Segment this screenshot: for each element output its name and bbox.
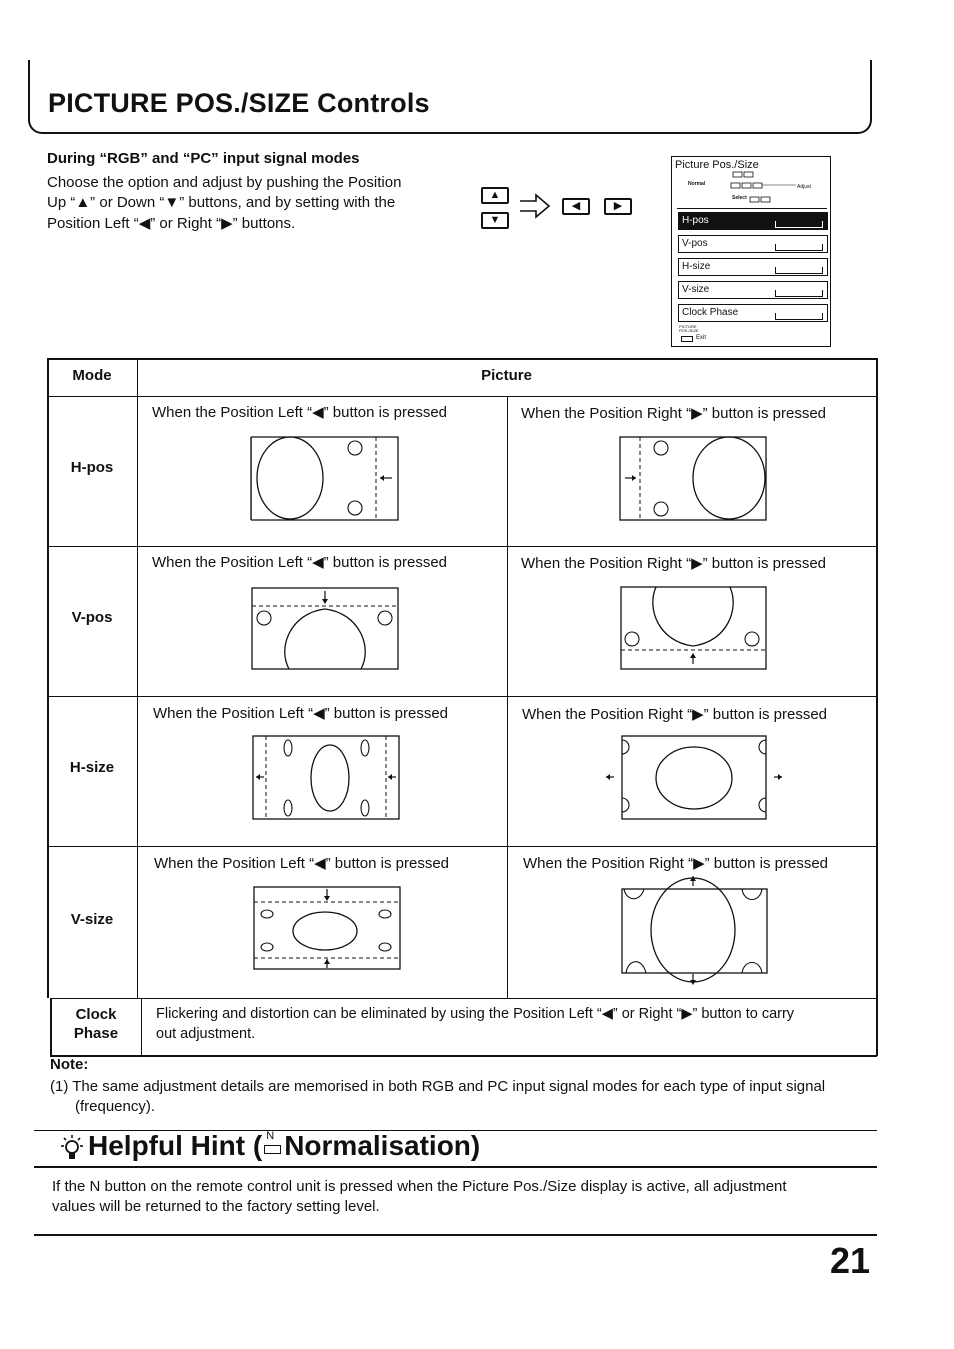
h-size-right-diagram	[604, 735, 784, 821]
menu-item-clock-phase[interactable]	[678, 304, 828, 322]
caption-right: When the Position Right “▶” button is pressed	[521, 555, 827, 572]
divider	[34, 1166, 877, 1168]
left-arrow-button-icon: ◀	[562, 198, 590, 215]
caption-left: When the Position Left “◀” button is pressed	[154, 855, 450, 872]
menu-button-icons	[730, 171, 800, 207]
mode-v-size: V-size	[70, 911, 114, 928]
caption-right: When the Position Right “▶” button is pressed	[523, 855, 829, 872]
menu-normal-label: Normal	[688, 181, 706, 187]
hint-text: values will be returned to the factory setting level.	[52, 1198, 380, 1215]
caption-left: When the Position Left “◀” button is pressed	[152, 554, 448, 571]
menu-item-v-pos[interactable]	[678, 235, 828, 253]
mode-v-pos: V-pos	[71, 609, 113, 626]
n-key-label: N	[266, 1130, 275, 1142]
mode-header: Mode	[72, 367, 112, 384]
footer-divider	[34, 1234, 877, 1236]
menu-item-label: H-pos	[682, 215, 709, 226]
intro-line: Position Left “◀” or Right “▶” buttons.	[47, 215, 296, 232]
h-pos-right-diagram	[619, 436, 769, 522]
caption-left: When the Position Left “◀” button is pressed	[152, 404, 448, 421]
hint-text: If the N button on the remote control unit is pressed when the Picture Pos./Size display is active, all adjustment	[52, 1178, 787, 1195]
note-text: (frequency).	[75, 1098, 156, 1115]
adjust-bar	[775, 313, 823, 320]
n-button-icon	[262, 1130, 284, 1157]
hint-title-start: Helpful Hint (	[88, 1130, 263, 1161]
right-arrow-icon	[518, 192, 552, 220]
menu-divider	[677, 208, 827, 209]
intro-line: Up “▲” or Down “▼” buttons, and by setting with the	[47, 194, 396, 211]
menu-item-h-size[interactable]	[678, 258, 828, 276]
right-arrow-button-icon: ▶	[604, 198, 632, 215]
hint-title-end: Normalisation)	[284, 1130, 481, 1161]
mode-phase: Phase	[73, 1025, 119, 1042]
menu-item-label: Clock Phase	[682, 307, 739, 318]
adjust-bar	[775, 244, 823, 251]
menu-item-h-pos[interactable]	[678, 212, 828, 230]
note-label: Note:	[50, 1056, 89, 1073]
clock-phase-text: Flickering and distortion can be eliminated by using the Position Left “◀” or Right “▶” button to carry	[156, 1006, 795, 1022]
page-number: 21	[830, 1240, 871, 1281]
intro-line: Choose the option and adjust by pushing the Position	[47, 174, 402, 191]
menu-exit-label: Exit	[696, 335, 707, 341]
note-text: (1) The same adjustment details are memorised in both RGB and PC input signal modes for each type of input signal	[50, 1078, 826, 1095]
menu-title: Picture Pos./Size	[675, 159, 759, 171]
menu-item-label: V-pos	[682, 238, 708, 249]
adjust-bar	[775, 221, 823, 228]
hint-title	[88, 1130, 480, 1162]
menu-adjust-label: Adjust	[797, 184, 811, 190]
v-size-left-diagram	[253, 886, 403, 972]
exit-button-icon	[681, 336, 693, 342]
page-title: PICTURE POS./SIZE Controls	[48, 88, 430, 118]
menu-item-label: H-size	[682, 261, 711, 272]
h-size-left-diagram	[252, 735, 402, 821]
menu-item-label: V-size	[682, 284, 710, 295]
v-pos-right-diagram	[620, 586, 770, 674]
mode-clock: Clock	[75, 1006, 117, 1023]
mode-h-pos: H-pos	[70, 459, 114, 476]
adjust-bar	[775, 267, 823, 274]
v-size-right-diagram	[620, 873, 770, 987]
caption-right: When the Position Right “▶” button is pressed	[522, 706, 828, 723]
v-pos-left-diagram	[251, 587, 401, 671]
down-arrow-button-icon: ▼	[481, 212, 509, 229]
menu-footer-label: PICTURE POS./SIZE	[679, 324, 699, 333]
h-pos-left-diagram	[250, 436, 400, 522]
picture-header: Picture	[481, 367, 532, 384]
picture-pos-size-menu	[671, 156, 831, 347]
menu-item-v-size[interactable]	[678, 281, 828, 299]
lightbulb-icon	[58, 1134, 86, 1164]
caption-right: When the Position Right “▶” button is pressed	[521, 405, 827, 422]
caption-left: When the Position Left “◀” button is pressed	[153, 705, 449, 722]
adjust-bar	[775, 290, 823, 297]
up-arrow-button-icon: ▲	[481, 187, 509, 204]
mode-h-size: H-size	[69, 759, 115, 776]
intro-heading: During “RGB” and “PC” input signal modes	[47, 150, 360, 167]
adjustment-table	[47, 358, 877, 1056]
clock-phase-text: out adjustment.	[156, 1026, 256, 1042]
menu-select-label: Select	[732, 195, 747, 201]
